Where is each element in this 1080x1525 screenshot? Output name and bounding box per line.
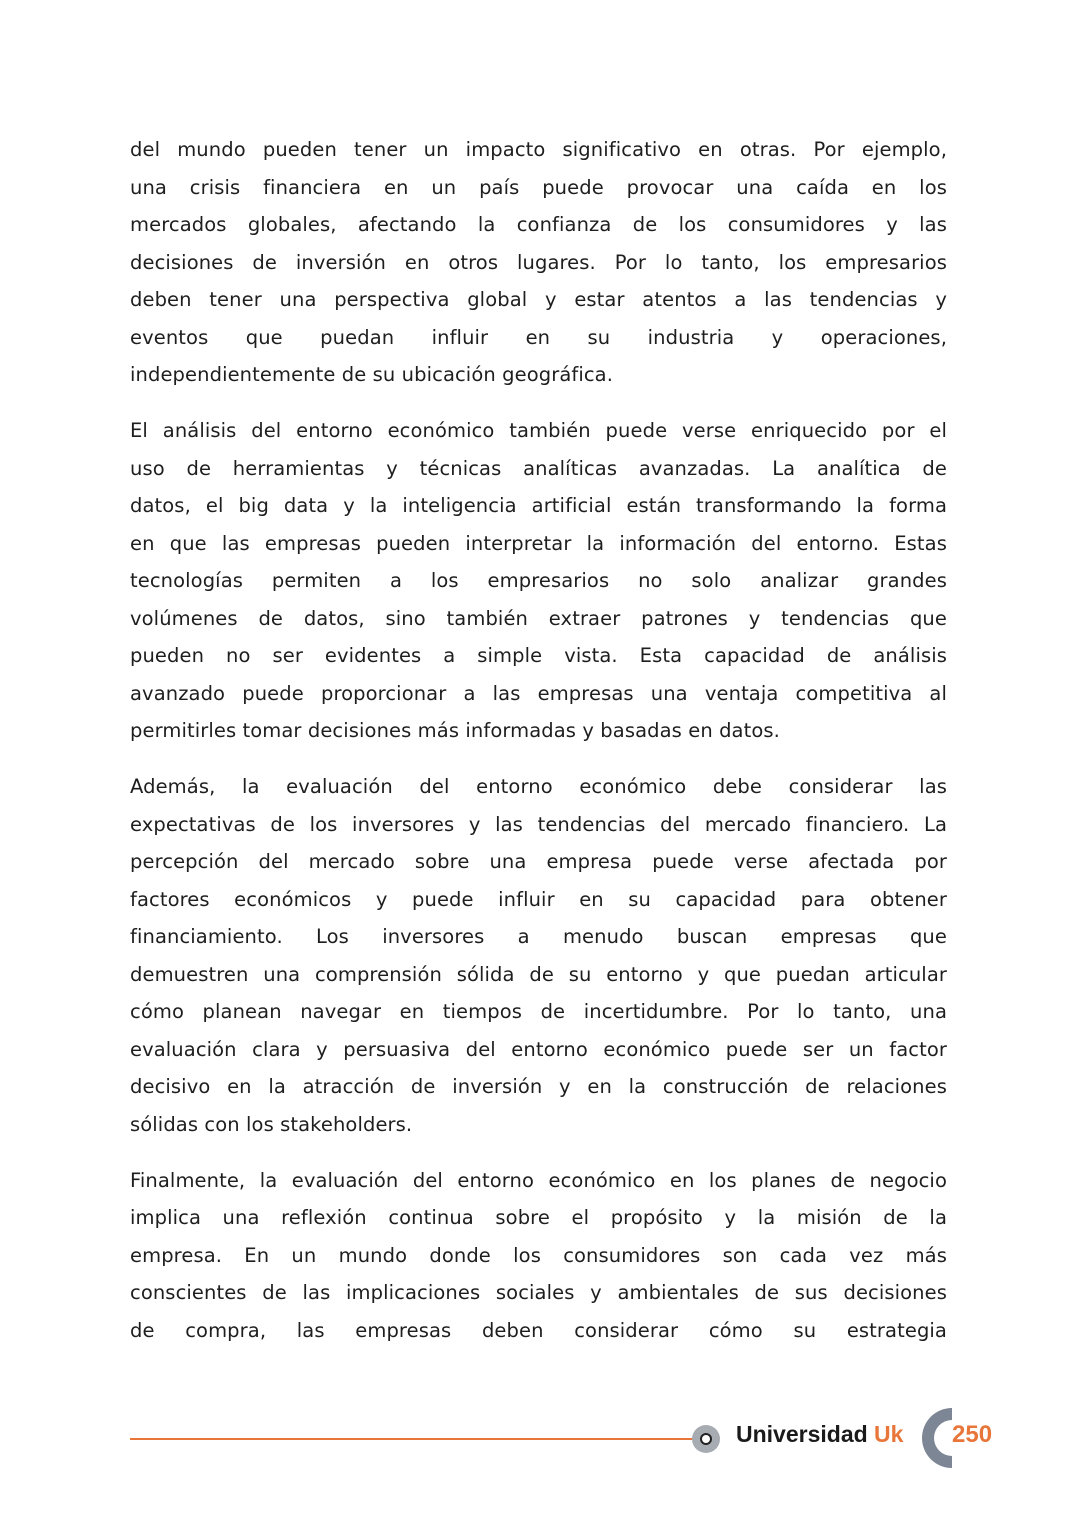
text-line: avanzado puede proporcionar a las empresas una ventaja competitiva al [130, 681, 947, 705]
paragraph [130, 1162, 947, 1350]
text-line: demuestren una comprensión sólida de su entorno y que puedan articular [130, 962, 947, 986]
text-line: decisiones de inversión en otros lugares. Por lo tanto, los empresarios [130, 250, 947, 274]
text-line: mercados globales, afectando la confianza de los consumidores y las [130, 213, 947, 236]
text-line: datos, el big data y la inteligencia artificial están transformando la forma [130, 494, 947, 517]
brand-logo [736, 1421, 903, 1448]
text-line: uso de herramientas y técnicas analíticas avanzadas. La analítica de [130, 456, 947, 480]
text-line: conscientes de las implicaciones sociales y ambientales de sus decisiones [130, 1281, 947, 1304]
text-line: sólidas con los stakeholders. [130, 1112, 413, 1136]
paragraph [130, 131, 947, 394]
brand-name: Universidad [736, 1421, 868, 1447]
paragraph [130, 412, 947, 750]
text-line: Además, la evaluación del entorno económico debe considerar las [130, 775, 947, 798]
text-line: cómo planean navegar en tiempos de incertidumbre. Por lo tanto, una [130, 1000, 947, 1023]
text-line: independientemente de su ubicación geográfica. [130, 363, 614, 386]
page-number: 250 [952, 1421, 993, 1448]
text-line: El análisis del entorno económico también puede verse enriquecido por el [130, 419, 947, 442]
text-line: permitirles tomar decisiones más informadas y basadas en datos. [130, 719, 780, 742]
text-line: de compra, las empresas deben considerar cómo su estrategia [130, 1318, 947, 1342]
text-line: percepción del mercado sobre una empresa puede verse afectada por [130, 850, 947, 873]
document-body [130, 131, 947, 1368]
paragraph [130, 768, 947, 1143]
text-line: evaluación clara y persuasiva del entorno económico puede ser un factor [130, 1037, 947, 1061]
text-line: empresa. En un mundo donde los consumidores son cada vez más [130, 1243, 947, 1267]
text-line: en que las empresas pueden interpretar la información del entorno. Estas [130, 531, 947, 555]
text-line: del mundo pueden tener un impacto significativo en otras. Por ejemplo, [130, 138, 947, 161]
text-line: una crisis financiera en un país puede provocar una caída en los [130, 175, 947, 199]
text-line: implica una reflexión continua sobre el propósito y la misión de la [130, 1206, 947, 1229]
text-line: factores económicos y puede influir en su capacidad para obtener [130, 887, 947, 911]
text-line: deben tener una perspectiva global y estar atentos a las tendencias y [130, 288, 947, 311]
text-line: tecnologías permiten a los empresarios no solo analizar grandes [130, 569, 947, 592]
text-line: volúmenes de datos, sino también extraer patrones y tendencias que [130, 606, 947, 630]
text-line: expectativas de los inversores y las tendencias del mercado financiero. La [130, 812, 947, 836]
text-line: pueden no ser evidentes a simple vista. Esta capacidad de análisis [130, 644, 947, 667]
text-line: eventos que puedan influir en su industria y operaciones, [130, 325, 947, 349]
text-line: decisivo en la atracción de inversión y en la construcción de relaciones [130, 1075, 947, 1098]
text-line: financiamiento. Los inversores a menudo buscan empresas que [130, 925, 947, 948]
brand-suffix: Uk [874, 1421, 904, 1447]
footer-circle-icon [692, 1425, 720, 1453]
text-line: Finalmente, la evaluación del entorno económico en los planes de negocio [130, 1168, 947, 1192]
footer-divider [130, 1438, 695, 1440]
